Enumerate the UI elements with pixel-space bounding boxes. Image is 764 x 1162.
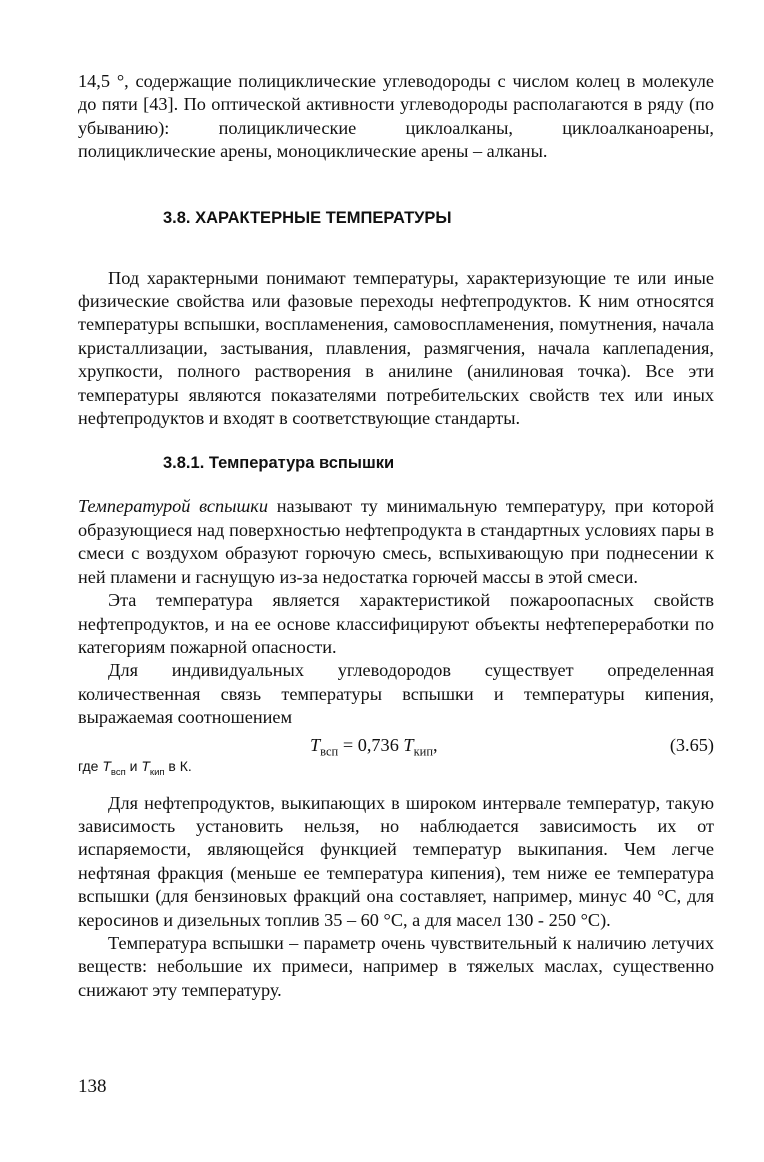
- paragraph-flash-point-definition: [78, 495, 714, 589]
- formula-block: [78, 730, 714, 780]
- paragraph-intro: 14,5 °, содержащие полициклические углеводороды с числом колец в молекуле до пяти [43]. По оптической активности углеводороды располагаются в ряду (по убыванию): полициклические циклоалканы, циклоалканоарены, полициклические арены, моноциклические арены – алканы.: [78, 71, 714, 162]
- paragraph-volatile-substances: Температура вспышки – параметр очень чувствительный к наличию летучих веществ: небольшие их примеси, например в тяжелых маслах, существенно снижают эту температуру.: [78, 932, 714, 1000]
- term-flash-point: Температурой вспышки: [78, 496, 268, 517]
- paragraph-definition: Под характерными понимают температуры, характеризующие те или иные физические свойства или фазовые переходы нефтепродуктов. К ним относятся температуры вспышки, воспламенения, самовоспламенения, помутнения, начала кристаллизации, застывания, плавления, размягчения, начала каплепадения, хрупкости, полного растворения в анилине (анилиновая точка). Все эти температуры являются показателями потребительских свойств тех или иных нефтепродуктов и входят в соответствующие стандарты.: [78, 267, 714, 429]
- formula-where-note: где $T_{всп}$ и $T_{кип}$ в К.: [78, 757, 192, 778]
- paragraph-flash-point-text: называют ту минимальную температуру, при которой образующиеся над поверхностью нефтепродукта в стандартных условиях пары в смеси с воздухом образуют горючую смесь, вспыхивающую при поднесении к ней пламени и гаснущую из-за недостатка горючей массы в этой смеси.: [78, 496, 714, 587]
- equation-number: (3.65): [669, 734, 714, 755]
- section-heading: 3.8. ХАРАКТЕРНЫЕ ТЕМПЕРАТУРЫ: [163, 208, 452, 227]
- page-body: [78, 70, 714, 1002]
- paragraph-petroleum-products: Для нефтепродуктов, выкипающих в широком интервале температур, такую зависимость установить нельзя, но наблюдается зависимость их от испаряемости, являющейся функцией температур выкипания. Чем легче нефтяная фракция (меньше ее температура кипения), тем ниже ее температура вспышки (для бензиновых фракций она составляет, например, минус 40 °С, для керосинов и дизельных топлив 35 – 60 °С, а для масел 130 - 250 °С).: [78, 792, 714, 930]
- formula-3-65: $T_{всп} = 0,736$ $T_{кип}$,: [310, 734, 438, 759]
- paragraph-fire-hazard: Эта температура является характеристикой пожароопасных свойств нефтепродуктов, и на ее основе классифицируют объекты нефтепереработки по категориям пожарной опасности.: [78, 590, 714, 657]
- page-number: 138: [78, 1076, 107, 1097]
- subsection-heading: 3.8.1. Температура вспышки: [163, 454, 395, 473]
- paragraph-hydrocarbons: Для индивидуальных углеводородов существует определенная количественная связь температуры вспышки и температуры кипения, выражаемая соотношением: [78, 660, 714, 728]
